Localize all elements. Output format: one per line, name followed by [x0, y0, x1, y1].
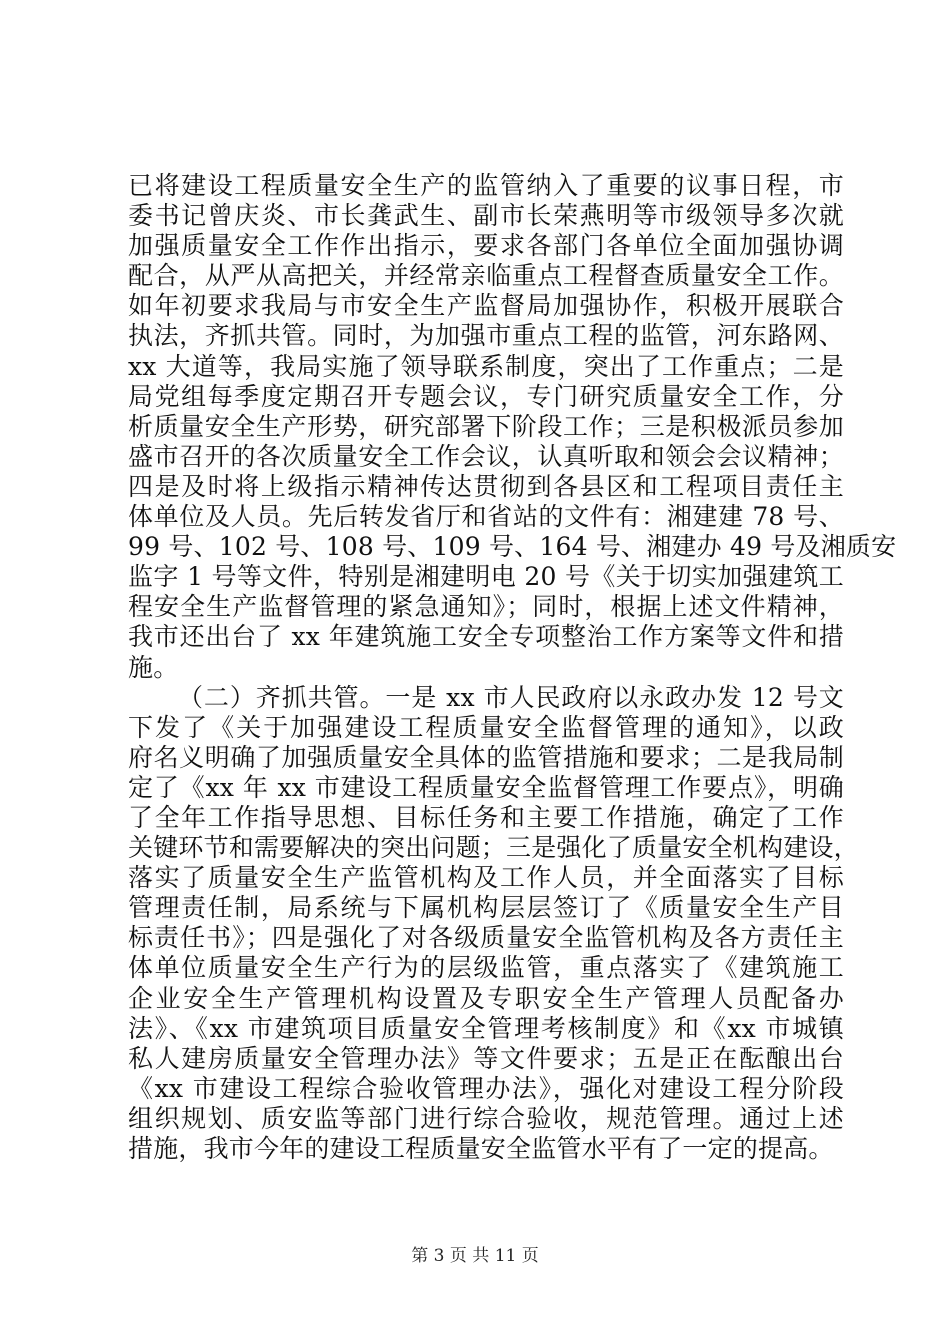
- page-number-footer: 第 3 页 共 11 页: [411, 1246, 539, 1266]
- text-line: 99 号、102 号、108 号、109 号、164 号、湘建办 49 号及湘质安: [128, 532, 897, 562]
- text-line: 我市还出台了 xx 年建筑施工安全专项整治工作方案等文件和措: [128, 622, 844, 652]
- paragraph-end-line: 施。: [128, 652, 179, 682]
- text-line: 盛市召开的各次质量安全工作会议，认真听取和领会会议精神；: [128, 441, 844, 471]
- text-line: 《xx 市建设工程综合验收管理办法》，强化对建设工程分阶段: [128, 1073, 844, 1103]
- text-line: 组织规划、质安监等部门进行综合验收，规范管理。通过上述: [128, 1103, 844, 1133]
- text-line: 体单位及人员。先后转发省厅和省站的文件有：湘建建 78 号、: [128, 502, 844, 532]
- text-line: 程安全生产监督管理的紧急通知》；同时，根据上述文件精神，: [128, 592, 844, 622]
- text-line: 关键环节和需要解决的突出问题；三是强化了质量安全机构建设，: [128, 833, 859, 863]
- section-heading-line: （二）齐抓共管。一是 xx 市人民政府以永政办发 12 号文: [178, 682, 844, 712]
- text-line: 落实了质量安全生产监管机构及工作人员，并全面落实了目标: [128, 863, 844, 893]
- text-line: 如年初要求我局与市安全生产监督局加强协作，积极开展联合: [128, 291, 844, 321]
- text-line: 标责任书》；四是强化了对各级质量安全监管机构及各方责任主: [128, 923, 844, 953]
- body-text: [128, 171, 897, 1164]
- text-line: 析质量安全生产形势，研究部署下阶段工作；三是积极派员参加: [128, 411, 844, 441]
- text-line: 法》、《xx 市建筑项目质量安全管理考核制度》和《xx 市城镇: [128, 1013, 844, 1043]
- text-line: 体单位质量安全生产行为的层级监管，重点落实了《建筑施工: [128, 953, 844, 983]
- text-line: 局党组每季度定期召开专题会议，专门研究质量安全工作，分: [128, 381, 844, 411]
- text-line: 管理责任制，局系统与下属机构层层签订了《质量安全生产目: [128, 893, 844, 923]
- text-line: 配合，从严从高把关，并经常亲临重点工程督查质量安全工作。: [128, 261, 844, 291]
- text-line: xx 大道等，我局实施了领导联系制度，突出了工作重点；二是: [128, 351, 844, 381]
- text-line: 定了《xx 年 xx 市建设工程质量安全监督管理工作要点》，明确: [128, 772, 844, 802]
- text-line: 四是及时将上级指示精神传达贯彻到各县区和工程项目责任主: [128, 471, 844, 501]
- text-line: 加强质量安全工作作出指示，要求各部门各单位全面加强协调: [128, 231, 844, 261]
- text-line: 了全年工作指导思想、目标任务和主要工作措施，确定了工作: [128, 802, 844, 832]
- text-line: 监字 1 号等文件，特别是湘建明电 20 号《关于切实加强建筑工: [128, 562, 844, 592]
- text-line: 私人建房质量安全管理办法》等文件要求；五是正在酝酿出台: [128, 1043, 844, 1073]
- text-line: 执法，齐抓共管。同时，为加强市重点工程的监管，河东路网、: [128, 321, 844, 351]
- text-line: 委书记曾庆炎、市长龚武生、副市长荣燕明等市级领导多次就: [128, 201, 844, 231]
- paragraph-end-line: 措施，我市今年的建设工程质量安全监管水平有了一定的提高。: [128, 1134, 834, 1163]
- text-line: 下发了《关于加强建设工程质量安全监督管理的通知》，以政: [128, 712, 844, 742]
- text-line: 已将建设工程质量安全生产的监管纳入了重要的议事日程，市: [128, 171, 844, 200]
- text-line: 企业安全生产管理机构设置及专职安全生产管理人员配备办: [128, 983, 844, 1013]
- text-line: 府名义明确了加强质量安全具体的监管措施和要求；二是我局制: [128, 742, 844, 772]
